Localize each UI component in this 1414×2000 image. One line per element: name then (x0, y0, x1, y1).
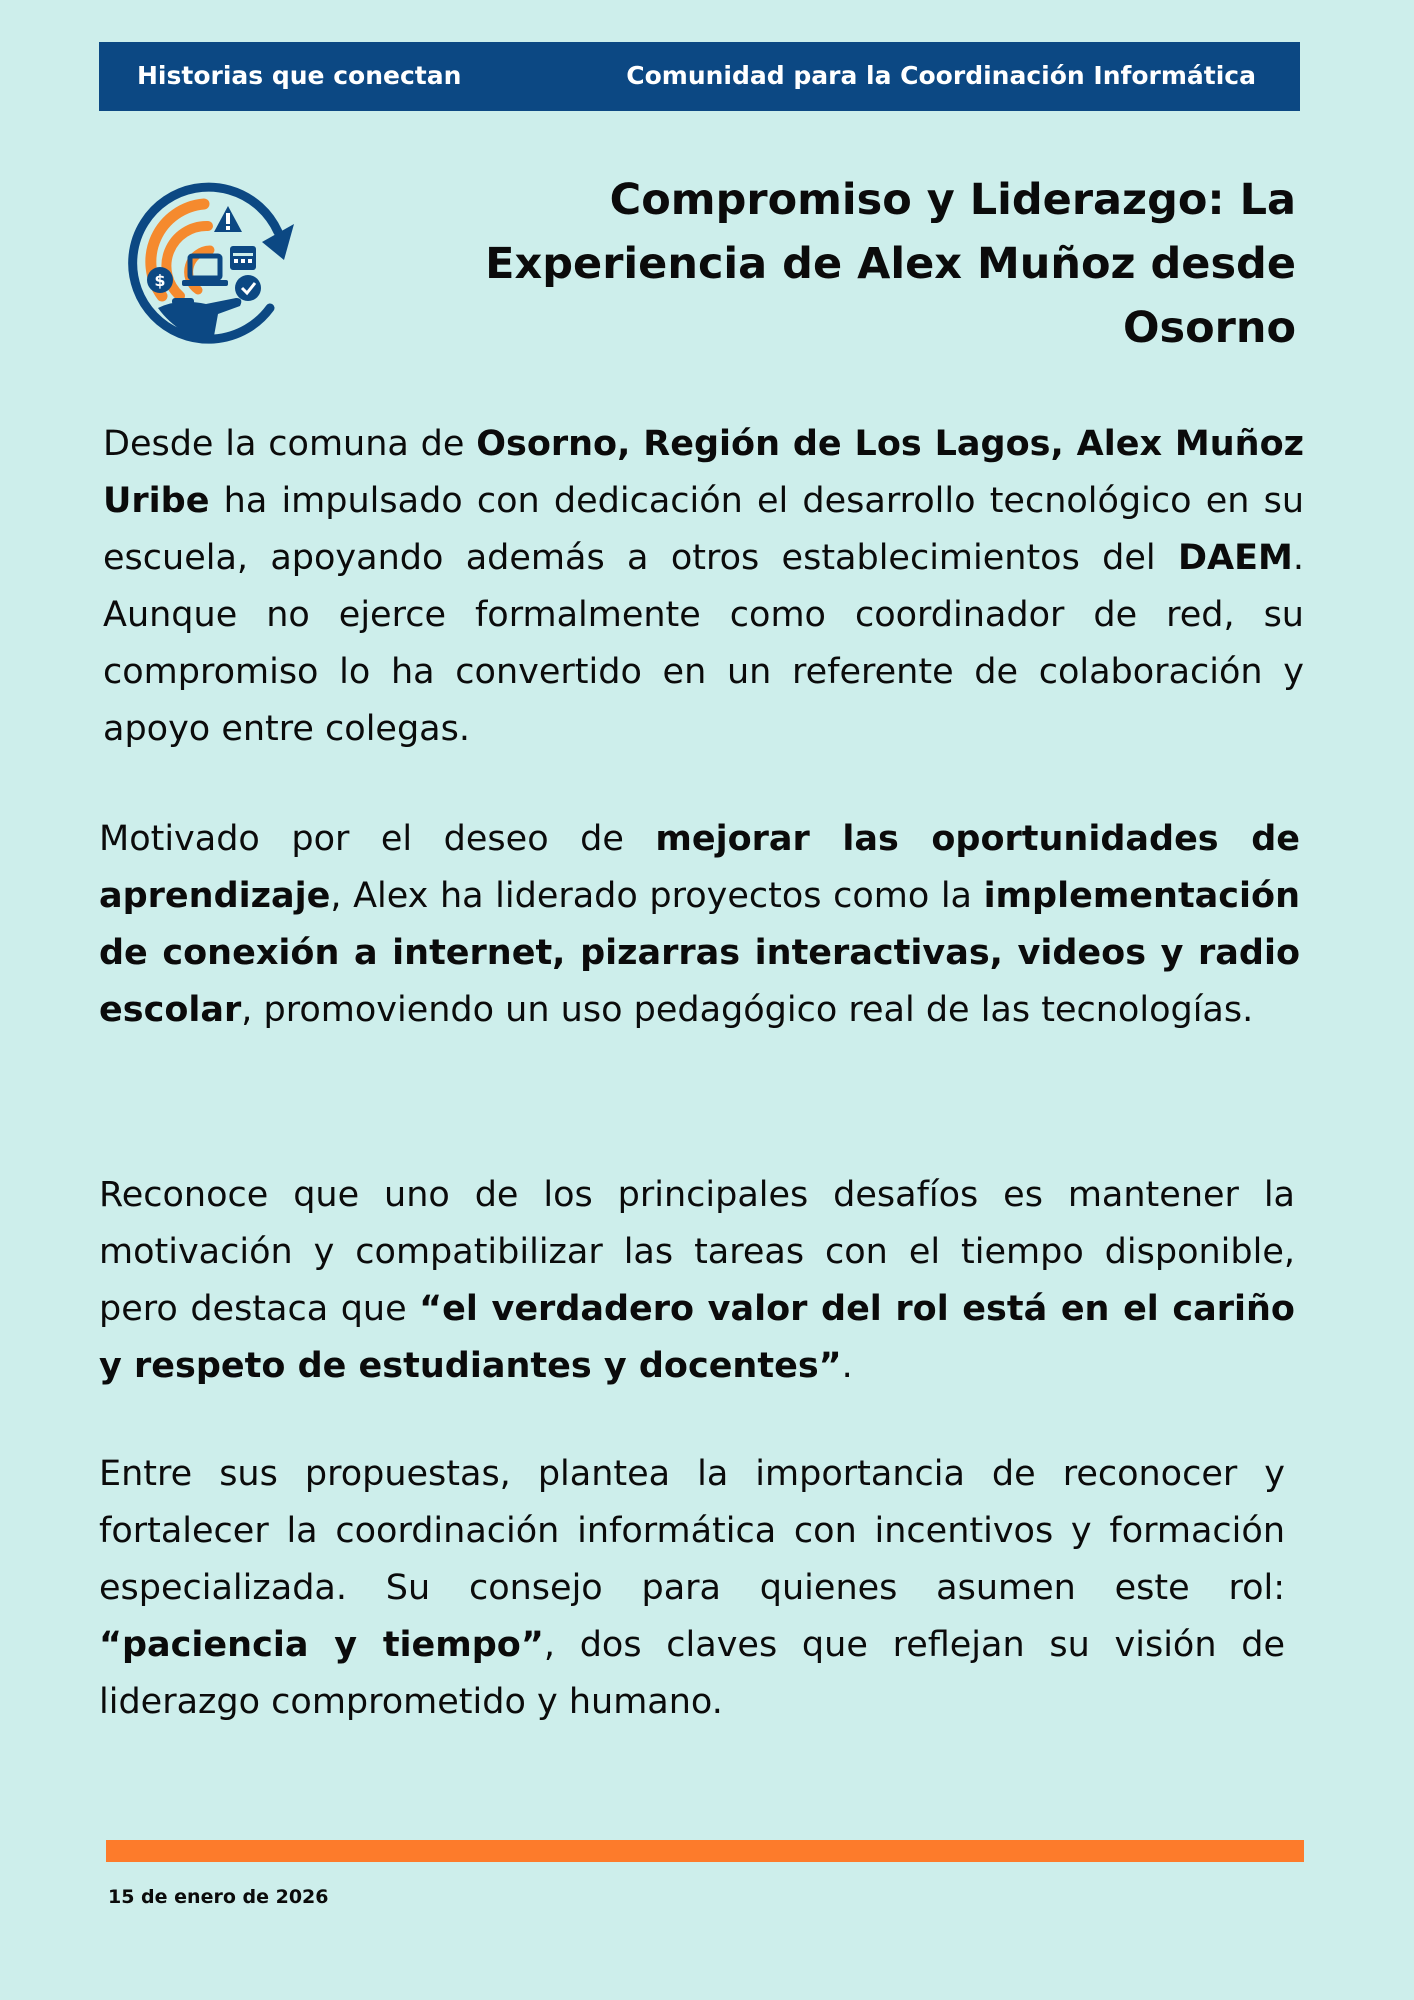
article-title: Compromiso y Liderazgo: La Experiencia de Alex Muñoz desde Osorno (485, 175, 1296, 353)
article-paragraph-3 (99, 1167, 1295, 1395)
p1-bold-2: DAEM (1177, 538, 1293, 578)
p1-text-3: . Aunque no ejerce formalmente como coordinador de red, su compromiso lo ha convertido en un referente de colaboración y apoyo entre colegas. (103, 538, 1304, 749)
article-paragraph-4 (99, 1446, 1285, 1731)
p4-text-2: , dos claves que reflejan su visión de liderazgo comprometido y humano. (99, 1625, 1285, 1722)
p4-bold-1: “paciencia y tiempo” (99, 1625, 544, 1665)
article-paragraph-1 (103, 416, 1304, 758)
p1-bold-1: Osorno, Región de Los Lagos, Alex Muñoz Uribe (103, 424, 1304, 521)
p3-text-1: Reconoce que uno de los principales desafíos es mantener la motivación y compatibilizar las tareas con el tiempo disponible, pero destaca que (99, 1175, 1295, 1329)
p3-text-2: . (841, 1346, 853, 1386)
it-coordination-logo-icon (118, 180, 304, 356)
p2-bold-1: mejorar las oportunidades de aprendizaje (99, 819, 1301, 916)
header-bar (99, 42, 1300, 111)
article-paragraph-2 (99, 811, 1300, 1039)
p1-text-1: Desde la comuna de (103, 424, 477, 464)
p3-bold-1: “el verdadero valor del rol está en el cariño y respeto de estudiantes y docentes” (99, 1289, 1295, 1386)
header-community-name: Comunidad para la Coordinación Informática (626, 61, 1256, 90)
p2-text-2: , Alex ha liderado proyectos como la (330, 876, 984, 916)
header-tagline: Historias que conectan (137, 61, 462, 90)
footer-divider-bar (106, 1840, 1304, 1862)
p2-text-3: , promoviendo un uso pedagógico real de las tecnologías. (241, 990, 1254, 1030)
publication-date: 15 de enero de 2026 (108, 1886, 329, 1908)
p1-text-2: ha impulsado con dedicación el desarrollo tecnológico en su escuela, apoyando además a otros establecimientos del (103, 481, 1304, 578)
p4-text-1: Entre sus propuestas, plantea la importancia de reconocer y fortalecer la coordinación informática con incentivos y formación especializada. Su consejo para quienes asumen este rol: (99, 1454, 1285, 1608)
p2-bold-2: implementación de conexión a internet, pizarras interactivas, videos y radio escolar (99, 876, 1300, 1030)
svg-text:$: $ (154, 271, 166, 290)
p2-text-1: Motivado por el deseo de (99, 819, 656, 859)
